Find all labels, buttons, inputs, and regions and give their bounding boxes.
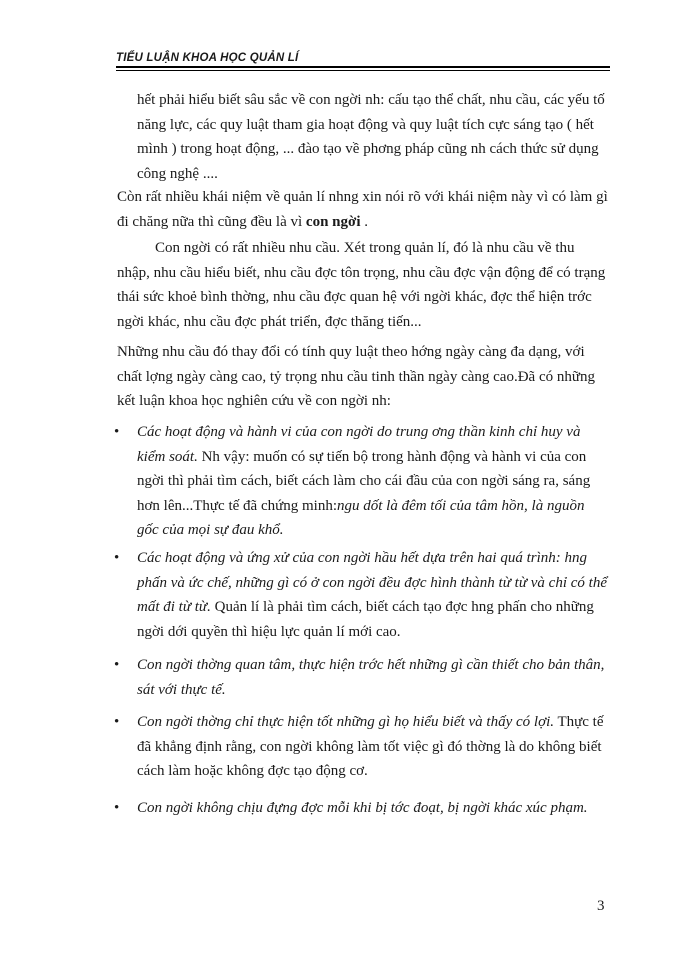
- bullet-1-plain: Nh vậy: muốn có sự tiến bộ trong hành động và hành vi của con ngời thì phải tìm cách, biết cách làm cho cái đầu của con ngời sáng ra, sáng hơn lên...Thực tế đã chứng minh:: [137, 448, 591, 514]
- bullet-1-italic: Các hoạt động và hành vi của con ngời do trung ơng thần kinh chỉ huy và kiểm soát.: [137, 424, 581, 465]
- paragraph-1: hết phải hiểu biết sâu sắc về con ngời nh: cấu tạo thể chất, nhu cầu, các yếu tố năng lực, các quy luật tham gia hoạt động và quy luật tích cực sáng tạo ( hết mình ) trong hoạt động, ... đào tạo về phơng pháp cũng nh cách thức sử dụng công nghệ ....: [137, 92, 605, 182]
- bullet-item-1: [137, 420, 609, 543]
- bullet-item-3: [137, 653, 609, 702]
- bullet-3-italic: Con ngời thờng quan tâm, thực hiện trớc hết những gì cần thiết cho bản thân, sát với thực tế.: [137, 657, 605, 698]
- paragraph-2-text: Còn rất nhiều khái niệm về quản lí nhng xin nói rõ với khái niệm này vì có làm gì đi chăng nữa thì cũng đều là vì: [117, 189, 608, 230]
- bullet-item-2: [137, 546, 609, 644]
- bullet-4-italic: Con ngời thờng chỉ thực hiện tốt những gì họ hiểu biết và thấy có lợi.: [137, 714, 554, 730]
- bullet-item-5: [137, 796, 609, 821]
- bullet-icon: •: [114, 424, 120, 440]
- bullet-item-4: [137, 710, 609, 784]
- bullet-2-plain: Quản lí là phải tìm cách, biết cách tạo đợc hng phấn cho những ngời dới quyền thì hiệu lực quản lí mới cao.: [137, 599, 594, 640]
- bullet-icon: •: [114, 657, 120, 673]
- document-header-title: TIỂU LUẬN KHOA HỌC QUẢN LÍ: [116, 52, 299, 64]
- paragraph-2-bold: con ngời: [305, 213, 361, 230]
- paragraph-2: [117, 185, 609, 234]
- bullet-5-italic: Con ngời không chịu đựng đợc mỗi khi bị tớc đoạt, bị ngời khác xúc phạm.: [137, 800, 588, 816]
- page-number: 3: [597, 898, 605, 914]
- bullet-4-plain: Thực tế đã khẳng định rằng, con ngời không làm tốt việc gì đó thờng là do không biết cách làm hoặc không đợc tạo động cơ.: [137, 714, 604, 779]
- bullet-icon: •: [114, 800, 120, 816]
- bullet-icon: •: [114, 550, 120, 566]
- paragraph-2-end: .: [360, 213, 368, 230]
- paragraph-3: Con ngời có rất nhiều nhu cầu. Xét trong quản lí, đó là nhu cầu về thu nhập, nhu cầu hiểu biết, nhu cầu đợc tôn trọng, nhu cầu đợc vận động để có trạng thái sức khoẻ bình thờng, nhu cầu đợc quan hệ với ngời khác, đợc thể hiện trớc ngời khác, nhu cầu đợc phát triển, đợc thăng tiến...: [117, 240, 606, 330]
- bullet-1-italic-end: ngu dốt là đêm tối của tâm hồn, là nguồn gốc của mọi sự đau khổ.: [137, 497, 585, 538]
- bullet-2-italic: Các hoạt động và ứng xử của con ngời hầu hết dựa trên hai quá trình: hng phấn và ức chế, những gì có ở con ngời đều đợc hình thành từ từ và chỉ có thể mất đi từ từ.: [137, 550, 607, 615]
- header-rule-thin: [116, 70, 610, 71]
- paragraph-4: Những nhu cầu đó thay đổi có tính quy luật theo hớng ngày càng đa dạng, với chất lợng ngày càng cao, tỷ trọng nhu cầu tinh thần ngày càng cao.Đã có những kết luận khoa học nghiên cứu về con ngời nh:: [117, 344, 595, 409]
- bullet-icon: •: [114, 714, 120, 730]
- header-rule-thick: [116, 66, 610, 68]
